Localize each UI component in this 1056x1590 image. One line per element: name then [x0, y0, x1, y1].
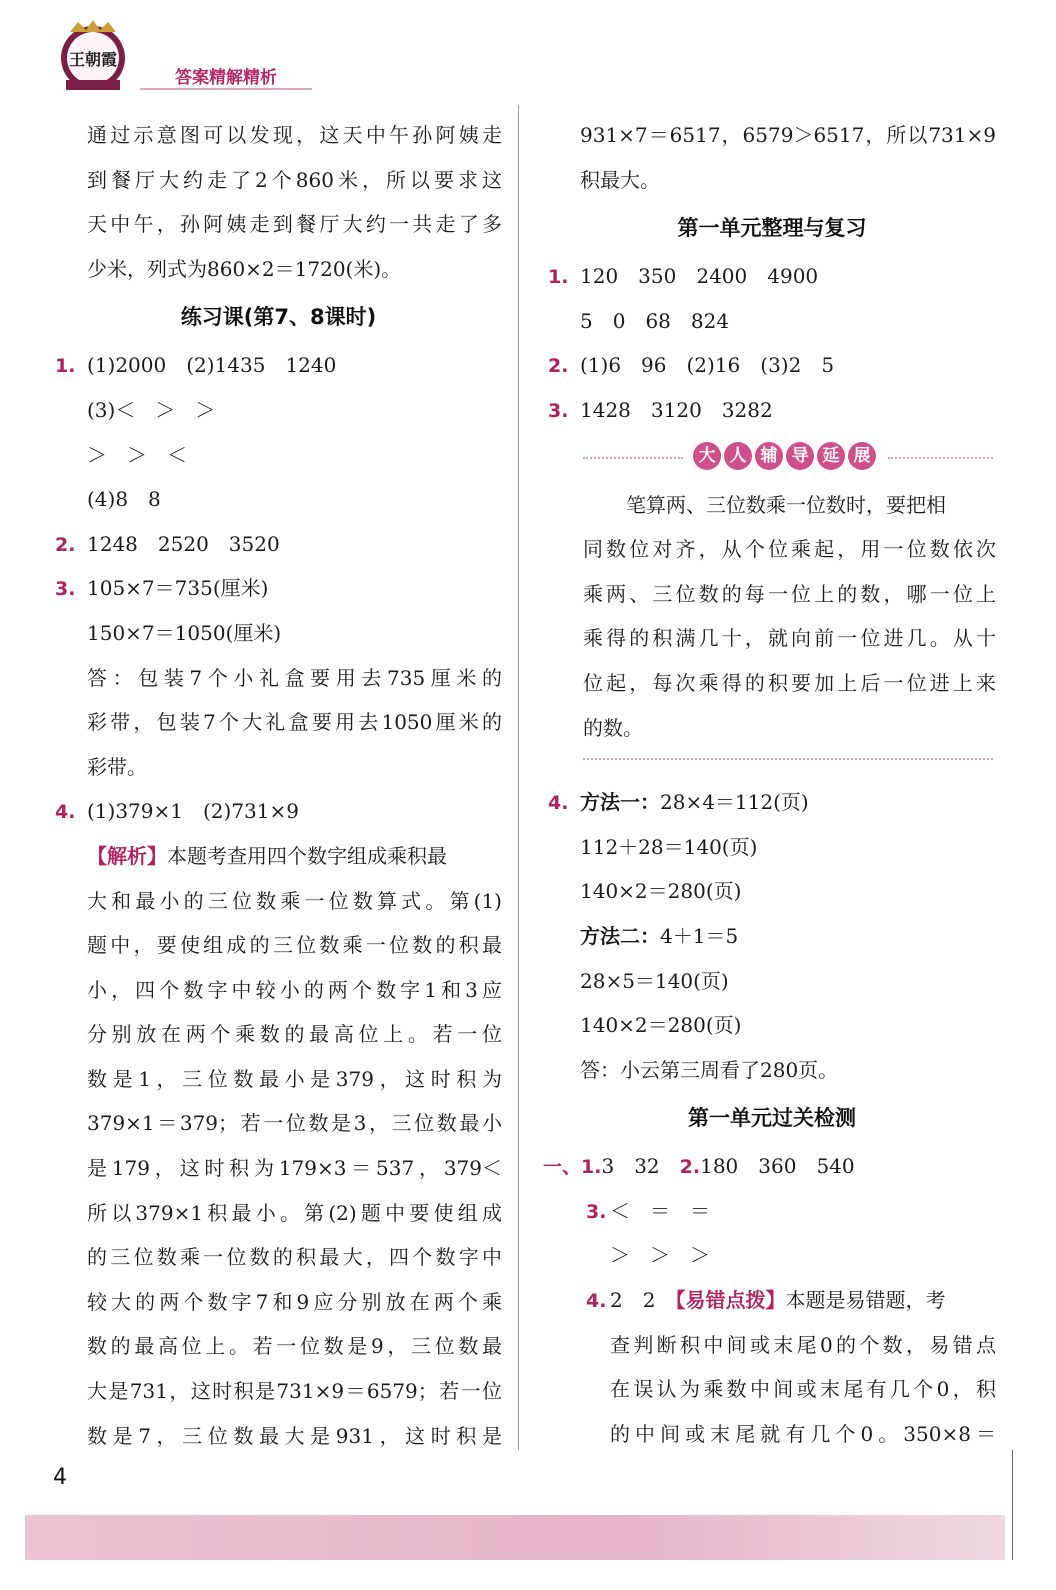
- answer-line: 140×2＝280(页): [580, 1013, 742, 1038]
- review-question-3: [548, 388, 996, 433]
- answer-line: 140×2＝280(页): [580, 879, 742, 904]
- question-number: 3.: [586, 1200, 607, 1223]
- extension-line: 位起，每次乘得的积要加上后一位进上来: [583, 670, 996, 695]
- answer-text: 1248 2520 3520: [87, 531, 280, 556]
- question-3: [55, 566, 502, 611]
- extension-line: 的数。: [583, 715, 643, 740]
- answer-text: (1)379×1 (2)731×9: [87, 799, 299, 824]
- method-two-line: [548, 914, 996, 959]
- part-prefix: 一、: [543, 1156, 582, 1179]
- extension-badges: [693, 442, 876, 470]
- footer-margin: [0, 1560, 1056, 1590]
- review-question-4: [548, 780, 996, 825]
- badge-char: 辅: [755, 442, 783, 470]
- analysis-line: 大和最小的三位数乘一位数算式。第(1): [87, 888, 502, 913]
- answer-line: 5 0 68 824: [580, 308, 730, 333]
- page-edge-rule: [1012, 1450, 1013, 1560]
- question-number: 1.: [55, 355, 76, 378]
- analysis-line: 题中，要使组成的三位数乘一位数的积最: [87, 933, 502, 958]
- analysis-line: 小，四个数字中较小的两个数字1和3应: [87, 977, 502, 1002]
- logo-text: 王朝霞: [68, 50, 118, 69]
- answer-line: 150×7＝1050(厘米): [87, 620, 282, 645]
- test-part-1: [543, 1144, 996, 1189]
- badge-char: 延: [817, 442, 845, 470]
- answer-line: 答：包装7个小礼盒要用去735厘米的: [87, 665, 502, 690]
- answer-text: 4＋1＝5: [660, 923, 739, 948]
- analysis-line: 所以379×1积最小。第(2)题中要使组成: [87, 1200, 502, 1225]
- question-number: 2.: [55, 533, 76, 556]
- answer-line: ＞ ＞ ＜: [87, 442, 187, 467]
- extension-banner: [548, 433, 996, 483]
- analysis-line: 是179，这时积为179×3＝537，379＜: [87, 1156, 502, 1181]
- answer-text: (1)2000 (2)1435 1240: [87, 353, 337, 378]
- method-label: 方法一：: [580, 790, 660, 815]
- review-question-1: [548, 254, 996, 299]
- answer-text: 1428 3120 3282: [580, 397, 773, 422]
- analysis-line: 数是7，三位数最大是931，这时积是: [87, 1423, 502, 1448]
- tip-line: 查判断积中间或末尾0的个数，易错点: [610, 1332, 996, 1357]
- badge-char: 人: [724, 442, 752, 470]
- answer-text: 105×7＝735(厘米): [87, 576, 269, 601]
- text-line: 931×7＝6517，6579＞6517，所以731×9: [580, 123, 996, 147]
- answer-line: 彩带。: [87, 754, 147, 779]
- answer-line: 28×5＝140(页): [580, 968, 729, 993]
- page-header: [0, 0, 1056, 110]
- text-line: 到餐厅大约走了2个860米，所以要求这: [87, 167, 502, 192]
- test-question-3: [548, 1189, 996, 1234]
- extension-end: [548, 750, 996, 780]
- tip-tag: 【易错点拨】: [675, 1288, 786, 1313]
- brand-logo: [58, 18, 128, 96]
- answer-text: 3 32: [601, 1154, 680, 1179]
- header-underline: [140, 88, 312, 90]
- review-question-2: [548, 343, 996, 388]
- analysis-line: 的三位数乘一位数的积最大，四个数字中: [87, 1245, 502, 1270]
- page-number: 4: [53, 1465, 67, 1490]
- question-number: 1.: [548, 266, 569, 289]
- analysis-tag: 【解析】: [87, 843, 167, 868]
- question-1: [55, 343, 502, 388]
- tip-text: 本题是易错题，考: [785, 1288, 946, 1313]
- extension-line: 同数位对齐，从个位乘起，用一位数依次: [583, 537, 996, 562]
- header-title: 答案精解精析: [175, 68, 277, 88]
- answer-line: ＞ ＞ ＞: [610, 1243, 710, 1268]
- question-number: 1.: [581, 1156, 602, 1179]
- analysis-line: 数的最高位上。若一位数是9，三位数最: [87, 1334, 502, 1359]
- analysis-first-line: [55, 834, 502, 879]
- answer-text: 28×4＝112(页): [660, 790, 809, 815]
- question-number: 2.: [548, 355, 569, 378]
- analysis-text: 本题考查用四个数字组成乘积最: [167, 843, 447, 868]
- analysis-line: 分别放在两个乘数的最高位上。若一位: [87, 1022, 502, 1047]
- question-4: [55, 789, 502, 834]
- right-column: [543, 113, 996, 1456]
- answer-line: (4)8 8: [87, 487, 161, 512]
- analysis-line: 379×1＝379；若一位数是3，三位数最小: [87, 1111, 502, 1136]
- answer-line: 答：小云第三周看了280页。: [580, 1057, 839, 1082]
- extension-line: 乘两、三位数的每一位上的数，哪一位上: [583, 581, 996, 606]
- analysis-line: 数是1，三位数最小是379，这时积为: [87, 1066, 502, 1091]
- question-number: 4.: [548, 792, 569, 815]
- answer-line: 彩带，包装7个大礼盒要用去1050厘米的: [87, 710, 502, 735]
- dotted-rule: [888, 457, 993, 459]
- section-heading: 练习课(第7、8课时): [180, 305, 377, 330]
- footer-band: [25, 1515, 1005, 1560]
- extension-line: 乘得的积满几十，就向前一位进几。从十: [583, 626, 996, 651]
- answer-text: 120 350 2400 4900: [580, 264, 819, 289]
- extension-line: 笔算两、三位数乘一位数时，要把相: [626, 492, 946, 517]
- question-2: [55, 522, 502, 567]
- tip-line: 在误认为乘数中间或末尾有几个0，积: [610, 1377, 996, 1402]
- text-line: 天中午，孙阿姨走到餐厅大约一共走了多: [87, 212, 502, 237]
- question-number: 4.: [55, 801, 76, 824]
- answer-text: 2 2: [610, 1288, 676, 1313]
- test-question-4: [548, 1278, 996, 1323]
- question-number: 4.: [586, 1290, 607, 1313]
- analysis-line: 较大的两个数字7和9应分别放在两个乘: [87, 1289, 502, 1314]
- text-line: 积最大。: [580, 167, 660, 192]
- answer-text: ＜ ＝ ＝: [610, 1198, 710, 1223]
- dotted-rule: [583, 457, 683, 459]
- answer-line: (3)＜ ＞ ＞: [87, 397, 216, 422]
- answer-text: (1)6 96 (2)16 (3)2 5: [580, 353, 835, 378]
- tip-line: 的中间或末尾就有几个0。350×8＝: [610, 1421, 996, 1446]
- badge-char: 导: [786, 442, 814, 470]
- section-heading: 第一单元过关检测: [688, 1106, 856, 1131]
- analysis-line: 大是731，这时积是731×9＝6579；若一位: [87, 1379, 502, 1404]
- section-heading: 第一单元整理与复习: [677, 216, 867, 241]
- question-number: 3.: [548, 399, 569, 422]
- badge-char: 展: [848, 442, 876, 470]
- question-number: 2.: [679, 1156, 701, 1179]
- text-line: 通过示意图可以发现，这天中午孙阿姨走: [87, 123, 502, 147]
- left-column: [55, 113, 502, 1458]
- text-line: 少米，列式为860×2＝1720(米)。: [87, 256, 402, 281]
- question-number: 3.: [55, 578, 76, 601]
- badge-char: 大: [693, 442, 721, 470]
- dotted-rule: [583, 758, 993, 760]
- answer-text: 180 360 540: [700, 1154, 855, 1179]
- column-divider: [518, 105, 519, 1450]
- answer-line: 112＋28＝140(页): [580, 834, 758, 859]
- method-label: 方法二：: [580, 923, 660, 948]
